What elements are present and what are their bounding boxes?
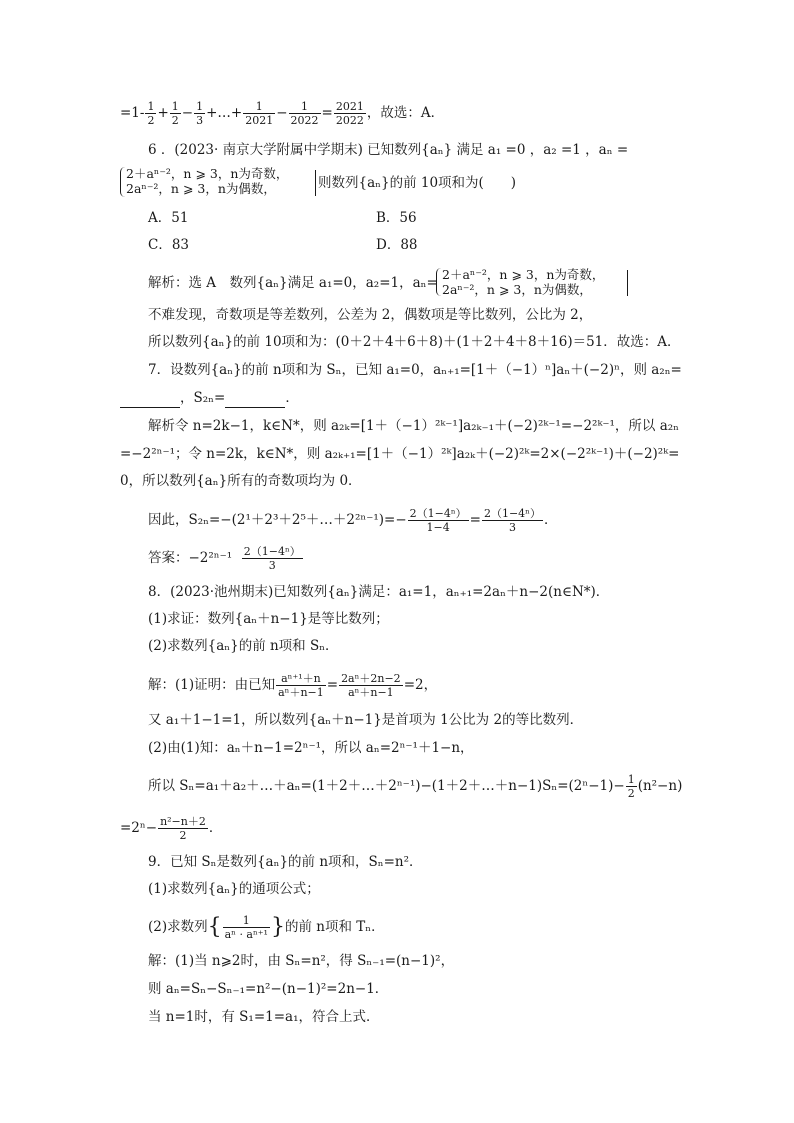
text: =1- (120, 105, 145, 121)
numerator: 2021 (335, 100, 364, 113)
solution-7-line-3: 0，所以数列{aₙ}所有的奇数项均为 0． (120, 473, 362, 489)
solution-9-line-3: 当 n=1时，有 S₁=1=a₁，符合上式． (148, 1009, 380, 1025)
solution-7-line-1: 解析令 n=2k−1，k∈N*，则 a₂ₖ=[1＋（−1）²ᵏ⁻¹]a₂ₖ₋₁＋(−2)²ᵏ⁻¹=−2²ᵏ⁻¹，所以 a₂ₙ (148, 418, 679, 434)
text: ． (543, 512, 558, 528)
numerator: 2（1−4ⁿ） (483, 507, 541, 520)
text: =2， (403, 677, 438, 693)
denominator: 2 (179, 829, 187, 842)
fraction (194, 100, 205, 127)
text: ． (208, 820, 223, 836)
solution-7-line-2: =−2²ⁿ⁻¹；令 n=2k，k∈N*，则 a₂ₖ₊₁=[1＋（−1）²ᵏ]a₂ₖ＋(−2)²ᵏ=2×(−2²ᵏ⁻¹)＋(−2)²ᵏ= (120, 446, 680, 462)
fraction (626, 773, 637, 800)
text: ． (285, 390, 299, 406)
numerator: aⁿ⁺¹＋n (276, 672, 326, 686)
solution-7-line-4 (148, 507, 557, 534)
denominator: 2022 (335, 114, 364, 127)
denominator: 2 (171, 114, 179, 127)
right-brace: } (270, 914, 285, 940)
fraction (242, 545, 303, 572)
left-brace (120, 167, 125, 197)
text: 所以 Sₙ=a₁＋a₂＋…＋aₙ=(1＋2＋…＋2ⁿ⁻¹)−(1＋2＋…＋n−1)Sₙ=(2ⁿ−1)− (148, 778, 625, 794)
denominator: 3 (196, 114, 204, 127)
numerator: 1 (243, 100, 275, 114)
solution-8-line-3: (2)由(1)知：aₙ＋n−1=2ⁿ⁻¹，所以 aₙ=2ⁿ⁻¹＋1−n， (148, 740, 474, 756)
numerator: 1 (223, 914, 270, 928)
denominator: 2021 (245, 114, 274, 127)
fraction (482, 507, 543, 534)
solution-8-line-2: 又 a₁＋1−1=1，所以数列{aₙ＋n−1}是首项为 1公比为 2的等比数列． (148, 712, 584, 728)
question-9-part-2 (148, 914, 385, 941)
denominator: 3 (508, 521, 516, 534)
denominator: 1−4 (426, 521, 450, 534)
answer-blank[interactable] (225, 393, 285, 408)
answer-7 (148, 545, 304, 572)
text: = (326, 677, 339, 693)
solution-9-line-1: 解：(1)当 n⩾2时，由 Sₙ=n²，得 Sₙ₋₁=(n−1)²， (148, 953, 455, 969)
piecewise-cases (442, 267, 604, 297)
fraction (276, 672, 326, 699)
fraction (145, 100, 156, 127)
fraction (334, 100, 366, 127)
text: ，故选：A． (366, 105, 445, 121)
case-odd: 2＋aⁿ⁻²，n ⩾ 3，n为奇数， (442, 267, 605, 282)
solution-8-line-1 (148, 672, 437, 699)
fraction (243, 100, 275, 127)
denominator: 3 (268, 559, 276, 572)
question-7-blanks (120, 388, 299, 408)
fraction (170, 100, 181, 127)
denominator: aⁿ＋n−1 (348, 686, 394, 699)
case-even: 2aⁿ⁻²，n ⩾ 3，n为偶数， (126, 181, 276, 196)
piecewise-cases (126, 166, 288, 196)
solution-5-tail: =1- $\frac{1}{2}$ + $\frac{1}{2}$ − $\frac{1}{3}$ +…+ $\frac{1}{2021}$ − $\frac{1}{2022}$ = $\frac{2021}{2022}$ ，故选：A． (120, 100, 445, 127)
numerator: 1 (627, 773, 635, 786)
numerator: 2aⁿ＋2n−2 (341, 672, 401, 685)
left-brace (436, 268, 441, 296)
fraction (223, 914, 270, 941)
answer-blank[interactable] (120, 393, 180, 408)
text: = (469, 512, 481, 528)
numerator: 2（1−4ⁿ） (409, 507, 467, 520)
solution-8-line-5 (120, 815, 222, 842)
numerator: n²−n＋2 (160, 815, 206, 828)
solution-6-line-1: 解析：选 A 数列{aₙ}满足 a₁=0，a₂=1，aₙ= (148, 275, 438, 291)
right-bar (314, 170, 316, 196)
case-even: 2aⁿ⁻²，n ⩾ 3，n为偶数， (442, 282, 592, 297)
option-b: B．56 (376, 210, 417, 226)
right-bar (626, 270, 628, 296)
text: =2ⁿ− (120, 820, 158, 836)
question-9-part-1: (1)求数列{aₙ}的通项公式； (148, 881, 320, 897)
question-9-stem: 9．已知 Sₙ是数列{aₙ}的前 n项和，Sₙ=n²． (148, 854, 423, 870)
fraction (339, 672, 403, 699)
solution-6-line-3: 所以数列{aₙ}的前 10项和为：(0＋2＋4＋6＋8)＋(1＋2＋4＋8＋16)＝51．故选：A． (148, 334, 681, 350)
fraction (289, 100, 321, 127)
numerator: 1 (171, 100, 179, 113)
solution-6-line-2: 不难发现，奇数项是等差数列，公差为 2，偶数项是等比数列，公比为 2， (148, 307, 593, 323)
text: 解：(1)证明：由已知 (148, 677, 276, 693)
question-6-tail: 则数列{aₙ}的前 10项和为( ) (318, 175, 517, 191)
solution-9-line-2: 则 aₙ=Sₙ−Sₙ₋₁=n²−(n−1)²=2n−1． (148, 981, 389, 997)
text: 因此，S₂ₙ=−(2¹＋2³＋2⁵＋…＋2²ⁿ⁻¹)=− (148, 512, 407, 528)
question-8-part-1: (1)求证：数列{aₙ＋n−1}是等比数列； (148, 611, 389, 627)
fraction (408, 507, 469, 534)
case-odd: 2＋aⁿ⁻²，n ⩾ 3，n为奇数， (126, 166, 289, 181)
denominator: 2 (627, 787, 635, 800)
text: (2)求数列 (148, 919, 208, 935)
numerator: 1 (196, 100, 204, 113)
fraction (158, 815, 208, 842)
solution-8-line-4 (148, 773, 682, 800)
text: (n²−n) (637, 778, 683, 794)
text: +…+ (206, 105, 243, 121)
question-6-stem: 6 ．(2023· 南京大学附属中学期末) 已知数列{aₙ} 满足 a₁ =0 ，a₂ =1 ，aₙ = (148, 142, 629, 158)
text: 答案：−2²ⁿ⁻¹ (148, 550, 233, 566)
question-7-stem: 7．设数列{aₙ}的前 n项和为 Sₙ，已知 a₁=0，aₙ₊₁=[1＋（−1）ⁿ]aₙ＋(−2)ⁿ，则 a₂ₙ= (148, 362, 682, 378)
text: ，S₂ₙ= (180, 390, 226, 406)
denominator: aⁿ＋n−1 (278, 686, 324, 699)
denominator: aⁿ · aⁿ⁺¹ (224, 928, 268, 941)
question-8-stem: 8．(2023·池州期末)已知数列{aₙ}满足：a₁=1，aₙ₊₁=2aₙ＋n−2(n∈N*)． (148, 584, 610, 600)
left-brace: { (207, 914, 222, 940)
denominator: 2 (147, 114, 155, 127)
numerator: 1 (289, 100, 321, 114)
question-8-part-2: (2)求数列{aₙ}的前 n项和 Sₙ． (148, 638, 339, 654)
option-d: D．88 (376, 237, 418, 253)
numerator: 1 (147, 100, 155, 113)
option-c: C．83 (148, 237, 190, 253)
option-a: A．51 (148, 210, 189, 226)
denominator: 2022 (290, 114, 319, 127)
numerator: 2（1−4ⁿ） (243, 545, 301, 558)
text: 的前 n项和 Tₙ． (284, 919, 385, 935)
